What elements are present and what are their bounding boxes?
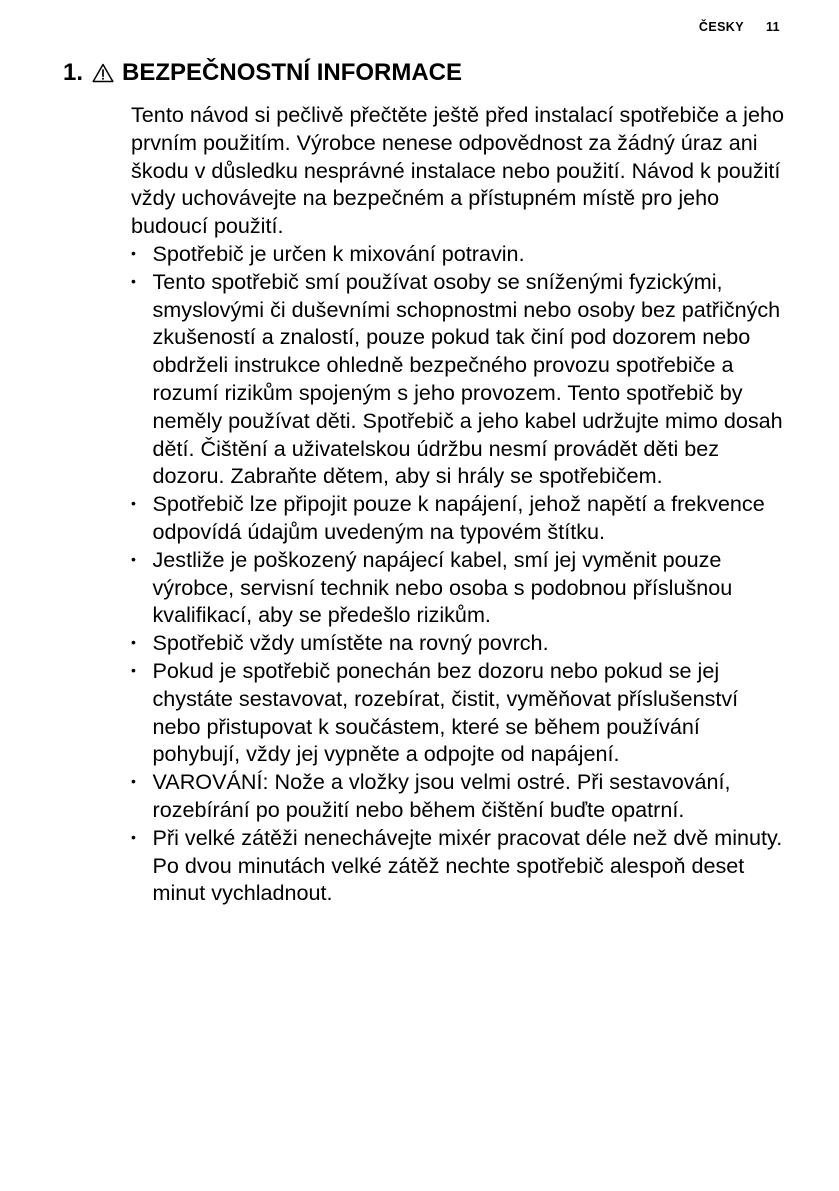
bullet-icon: • (131, 828, 136, 845)
section-heading (63, 59, 462, 87)
page-header (699, 20, 780, 34)
list-item-text: Při velké zátěži nenechávejte mixér pracovat déle než dvě minuty. Po dvou minutách velké zátěž nechte spotřebič alespoň deset minut vychladnout. (152, 824, 783, 906)
header-page-number: 11 (765, 20, 780, 34)
safety-list (131, 240, 791, 907)
list-item (131, 824, 791, 907)
bullet-icon: • (131, 550, 136, 567)
list-item (131, 546, 791, 629)
list-item-text: VAROVÁNÍ: Nože a vložky jsou velmi ostré. Při sestavování, rozebírání po použití nebo během čištění buďte opatrní. (152, 769, 731, 822)
section-number: 1. (63, 59, 84, 86)
bullet-icon: • (131, 634, 136, 651)
section-title: BEZPEČNOSTNÍ INFORMACE (122, 59, 463, 86)
bullet-icon: • (131, 272, 136, 289)
bullet-icon: • (131, 495, 136, 512)
header-language: ČESKY (698, 20, 744, 34)
list-item-text: Spotřebič lze připojit pouze k napájení, jehož napětí a frekvence odpovídá údajům uvedeným na typovém štítku. (152, 491, 765, 544)
warning-triangle-icon (92, 62, 114, 82)
list-item-text: Pokud je spotřebič ponechán bez dozoru nebo pokud se jej chystáte sestavovat, rozebírat, čistit, vyměňovat příslušenství nebo přistupovat k součástem, které se během používání pohybují, vždy jej vypněte a odpojte od napájení. (152, 657, 739, 767)
list-item-text: Tento spotřebič smí používat osoby se sníženými fyzickými, smyslovými či duševními schopnostmi nebo osoby bez patřičných zkušeností a znalostí, pouze pokud tak činí pod dozorem nebo obdrželi instrukce ohledně bezpečného provozu spotřebiče a rozumí rizikům spojeným s jeho provozem. Tento spotřebič by neměly používat děti. Spotřebič a jeho kabel udržujte mimo dosah dětí. Čištění a uživatelskou údržbu nesmí provádět děti bez dozoru. Zabraňte dětem, aby si hrály se spotřebičem. (152, 268, 783, 489)
bullet-icon: • (131, 661, 136, 678)
list-item (131, 490, 791, 546)
bullet-icon: • (131, 244, 136, 261)
list-item-text: Spotřebič vždy umístěte na rovný povrch. (152, 630, 549, 656)
list-item (131, 768, 791, 824)
bullet-icon: • (131, 773, 136, 790)
list-item (131, 629, 791, 657)
list-item-text: Jestliže je poškozený napájecí kabel, smí jej vyměnit pouze výrobce, servisní technik nebo osoba s podobnou příslušnou kvalifikací, aby se předešlo rizikům. (152, 546, 733, 628)
list-item (131, 268, 791, 490)
list-item-text: Spotřebič je určen k mixování potravin. (152, 240, 525, 266)
list-item (131, 657, 791, 768)
intro-paragraph: Tento návod si pečlivě přečtěte ještě před instalací spotřebiče a jeho prvním použitím. Výrobce nenese odpovědnost za žádný úraz ani škodu v důsledku nesprávné instalace nebo použití. Návod k použití vždy uchovávejte na bezpečném a přístupném místě pro jeho budoucí použití. (131, 102, 784, 239)
list-item (131, 240, 791, 268)
section-content (131, 101, 791, 907)
